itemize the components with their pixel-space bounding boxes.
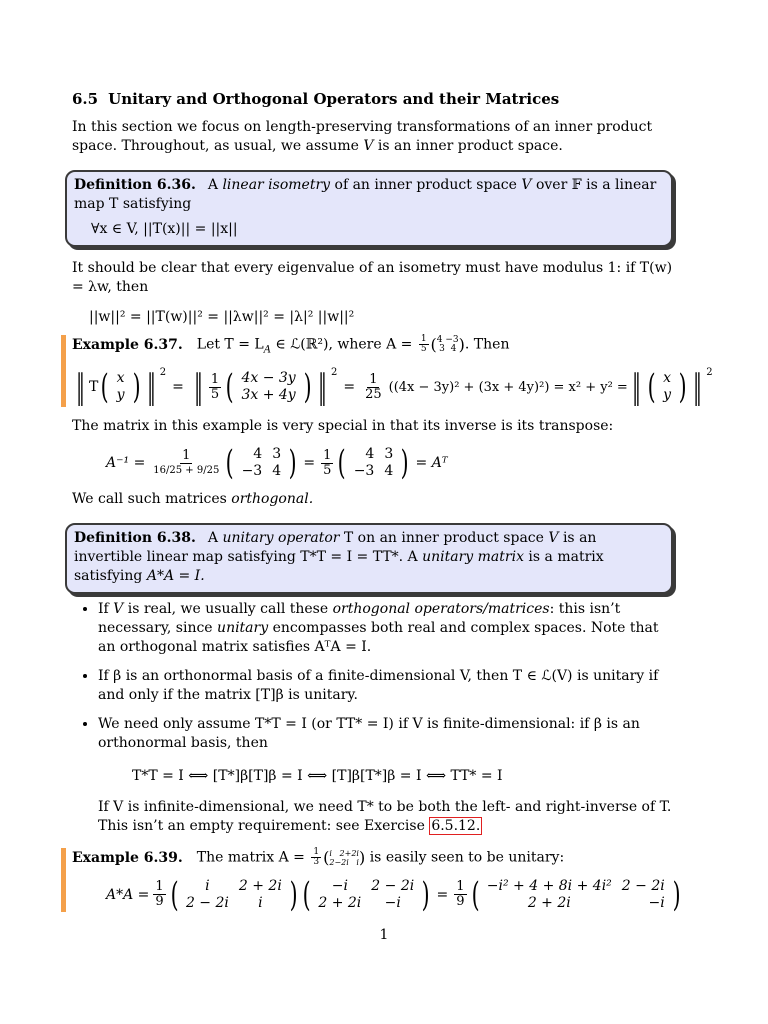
definition-title: Definition 6.36.: [74, 177, 196, 193]
definition-6-38: Definition 6.38. A unitary operator T on an inner product space V is an invertible linear map satisfying T*T = I = TT*. A unitary matrix is a matrix satisfying A*A = I.: [65, 523, 673, 594]
orthogonal-text: We call such matrices orthogonal.: [72, 491, 314, 508]
example-text: ∈ ℒ(ℝ²), where A =: [270, 336, 417, 353]
example-6-39: Example 6.39. The matrix A = $\frac{1}{3}$ ( i 2+2i 2−2i i ) is easily seen to be unitary: A*A = $\frac{1}{9}$ ( i 2 + 2i 2 − 2i i ) ( −i 2 − 2i 2 + 2i −i ) = $\frac{1}{9}$ ( −i² + 4 + 8i + 4i² 2 − 2i 2 + 2i −i ): [72, 848, 680, 912]
def-var: V: [521, 177, 532, 193]
intro-text-b: is an inner product space.: [373, 138, 563, 154]
eigenvalue-text: It should be clear that every eigenvalue of an isometry must have modulus 1: if T(w) = λw, then: [72, 260, 673, 295]
page-body: [72, 90, 713, 920]
definition-6-36: [65, 170, 673, 247]
inverse-formula: A⁻¹ = $\frac{1}{16/25 + 9/25}$ ( 4 3 −3 4 ) = $\frac{1}{5}$ ( 4 3 −3 4 ) = Aᵀ: [106, 443, 448, 484]
example-title: Example 6.37.: [72, 336, 183, 353]
definition-title: Definition 6.38.: [74, 530, 196, 547]
def-text: A: [207, 177, 223, 193]
example-text: . Then: [464, 336, 510, 353]
example-sub: A: [263, 344, 271, 356]
def-text: over 𝔽 is a linear map T satisfying: [74, 177, 657, 212]
list-item: • We need only assume T*T = I (or TT* = I) if V is finite-dimensional: if β is an orthonormal basis, then T*T = I ⟺ [T*]β[T]β = I ⟺ [T]β[T*]β = I ⟺ TT* = I If V is infinite-dimensional, we need T* to be both the left- and right-inverse of T. This isn’t an empty requirement: see Exercise 6.5.12.: [98, 715, 680, 836]
example-title: Example 6.39.: [72, 849, 183, 866]
fraction: $\frac{1}{5}$: [420, 334, 427, 354]
def-text: of an inner product space: [330, 177, 522, 193]
intro-paragraph: [72, 118, 680, 156]
expansion: ((4x − 3y)² + (3x + 4y)²) = x² + y² =: [388, 379, 628, 395]
equivalence-formula: T*T = I ⟺ [T*]β[T]β = I ⟺ [T]β[T*]β = I ⟺ TT* = I: [132, 768, 503, 785]
eigenvalue-formula: ||w||² = ||T(w)||² = ||λw||² = |λ|² ||w||²: [89, 309, 355, 325]
intro-text-a: In this section we focus on length-preserving transformations of an inner product space. Throughout, as usual, we assume: [72, 119, 653, 154]
norm-formula: ‖ T ( x y ) ‖ $^2$ = ‖ $\frac{1}{5}$ ( 4x − 3y 3x + 4y ) ‖ $^2$ = $\frac{1}{25}$ ((4x − 3y)² + (3x + 4y)²) = x² + y² = ‖ ( x y ) ‖ $^2$: [76, 367, 713, 408]
example-text: Let T = L: [196, 336, 264, 353]
bullet-list: [72, 600, 680, 836]
example-bar: [61, 335, 66, 407]
small-matrix: ( 4 −3 3 4 ): [430, 334, 465, 354]
def-term: linear isometry: [222, 177, 331, 193]
exercise-link[interactable]: 6.5.12.: [431, 818, 481, 835]
section-number: 6.5: [72, 90, 99, 108]
list-item: • If β is an orthonormal basis of a finite-dimensional V, then T ∈ ℒ(V) is unitary if and only if the matrix [T]β is unitary.: [98, 667, 680, 705]
section-title: Unitary and Orthogonal Operators and their Matrices: [108, 90, 560, 108]
example-bar: [61, 848, 66, 912]
example-6-37: [72, 334, 713, 408]
inverse-text: The matrix in this example is very special in that its inverse is its transpose:: [72, 418, 614, 435]
section-heading: [72, 90, 680, 109]
intro-var: V: [363, 138, 374, 154]
unitary-formula: A*A = $\frac{1}{9}$ ( i 2 + 2i 2 − 2i i ) ( −i 2 − 2i 2 + 2i −i ) = $\frac{1}{9}$ ( −i² + 4 + 8i + 4i² 2 − 2i 2 + 2i −i ): [106, 874, 681, 915]
page-number: 1: [379, 927, 389, 943]
list-item: • If V is real, we usually call these orthogonal operators/matrices: this isn’t necessary, since unitary encompasses both real and complex spaces. Note that an orthogonal matrix satisfies AᵀA = I.: [98, 600, 680, 657]
def-formula: ∀x ∈ V, ||T(x)|| = ||x||: [91, 221, 238, 237]
